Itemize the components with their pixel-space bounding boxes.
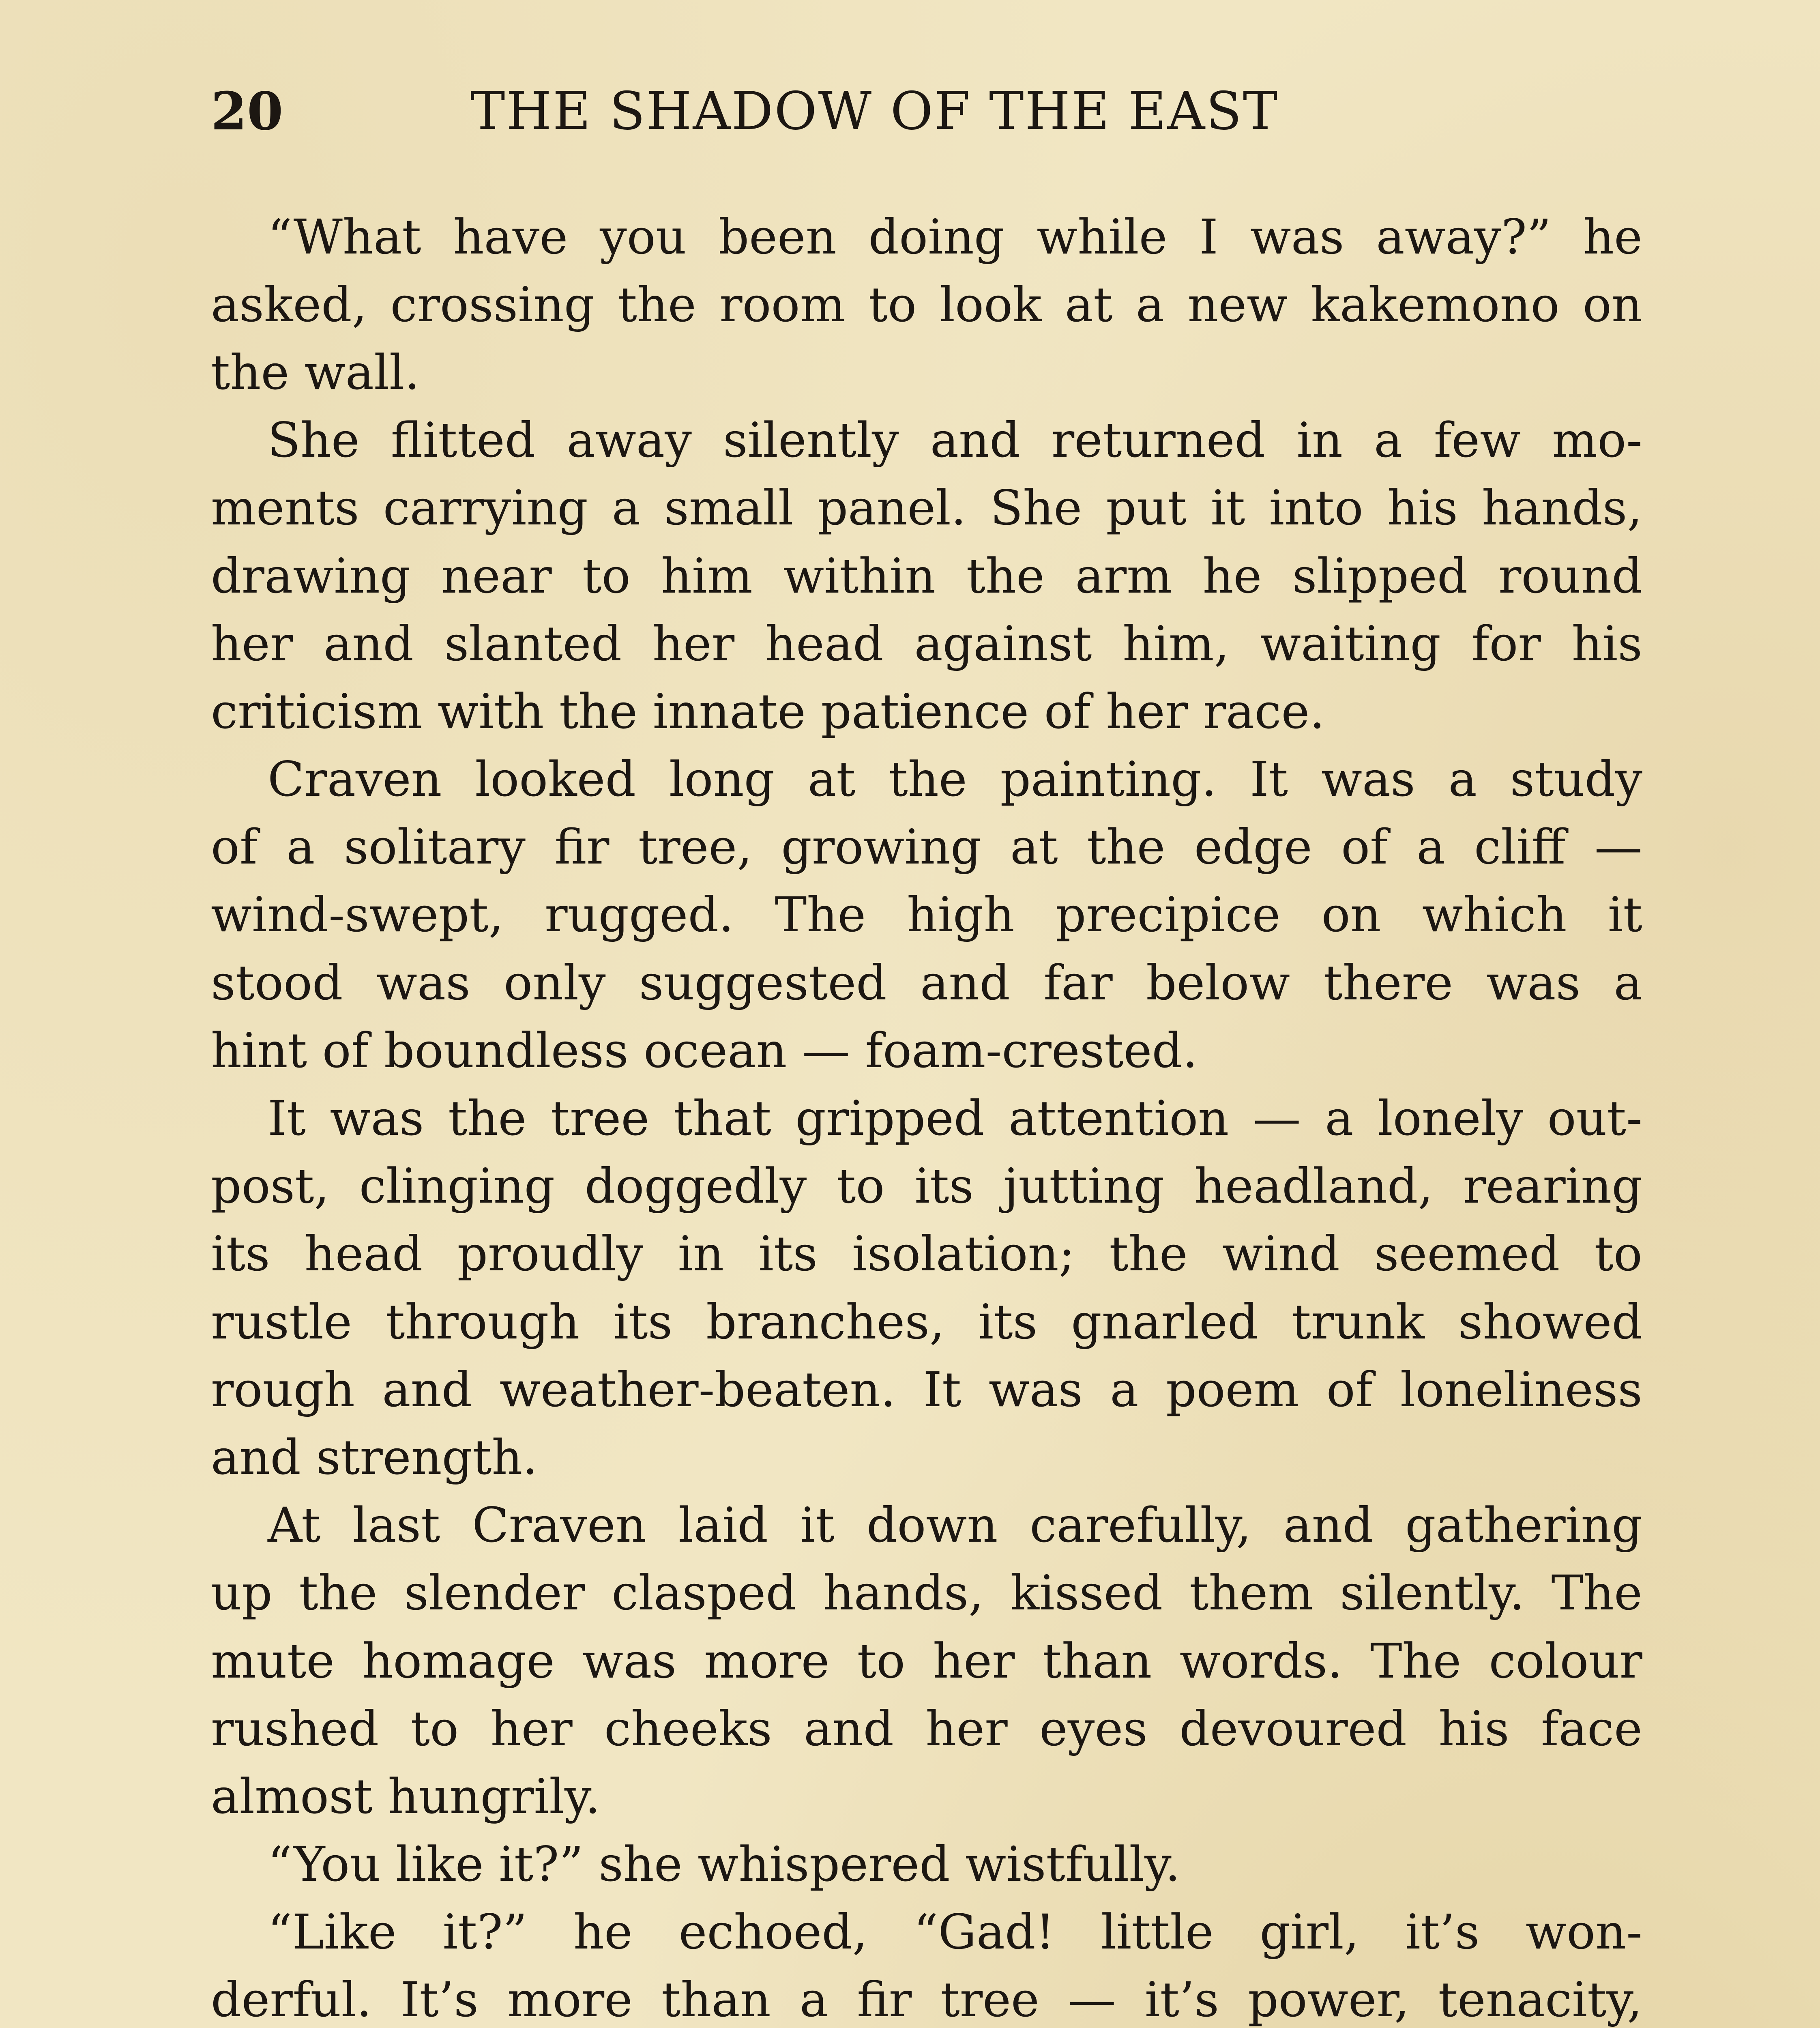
word: gripped bbox=[795, 1090, 985, 1147]
word: and bbox=[1283, 1497, 1374, 1553]
word: to bbox=[837, 1158, 885, 1214]
text-line: and strength. bbox=[211, 1429, 538, 1485]
word: his bbox=[1438, 1700, 1509, 1757]
word: small bbox=[664, 480, 794, 536]
word: and bbox=[382, 1361, 472, 1418]
word: was bbox=[330, 1090, 424, 1147]
word: derful. bbox=[211, 1972, 372, 2028]
word: ments bbox=[211, 480, 359, 536]
word: a bbox=[612, 480, 641, 536]
word: on bbox=[1321, 887, 1381, 943]
word: Craven bbox=[268, 751, 442, 808]
word: wind-swept, bbox=[211, 887, 504, 943]
word: the bbox=[299, 1565, 378, 1621]
word: it bbox=[800, 1497, 835, 1553]
word: clinging bbox=[359, 1158, 555, 1214]
word: its bbox=[914, 1158, 974, 1214]
word: kakemono bbox=[1311, 276, 1560, 333]
word: slanted bbox=[444, 615, 622, 672]
word: hands, bbox=[823, 1565, 984, 1621]
word: out- bbox=[1547, 1090, 1642, 1147]
word: of bbox=[1326, 1361, 1373, 1418]
word: her bbox=[925, 1700, 1008, 1757]
text-line: criticism with the innate patience of her race. bbox=[211, 683, 1325, 739]
word: girl, bbox=[1260, 1904, 1359, 1960]
word: lonely bbox=[1378, 1090, 1524, 1147]
word: It bbox=[923, 1361, 962, 1418]
word: power, bbox=[1248, 1972, 1410, 2028]
word: rugged. bbox=[545, 887, 734, 943]
word: and bbox=[920, 954, 1010, 1011]
book-page bbox=[211, 0, 1642, 2028]
text-line: hint of boundless ocean — foam-crested. bbox=[211, 1022, 1198, 1078]
word: than bbox=[1042, 1633, 1152, 1689]
word: proudly bbox=[457, 1226, 644, 1282]
word: been bbox=[718, 208, 837, 265]
word: “Like bbox=[268, 1904, 397, 1960]
word: suggested bbox=[639, 954, 887, 1011]
word: Craven bbox=[472, 1497, 646, 1553]
word: The bbox=[1551, 1565, 1642, 1621]
word: was bbox=[1250, 208, 1344, 265]
text-line bbox=[211, 406, 1642, 474]
word: of bbox=[1341, 819, 1388, 875]
text-line bbox=[211, 1966, 1642, 2028]
word: a bbox=[799, 1972, 828, 2028]
text-line bbox=[211, 271, 1642, 338]
page-number: 20 bbox=[211, 81, 283, 142]
text-line bbox=[211, 1898, 1642, 1966]
text-line bbox=[211, 474, 1642, 542]
word: was bbox=[988, 1361, 1083, 1418]
word: rough bbox=[211, 1361, 355, 1418]
word: silently bbox=[723, 412, 899, 468]
word: face bbox=[1541, 1700, 1642, 1757]
word: seemed bbox=[1374, 1226, 1560, 1282]
word: colour bbox=[1489, 1633, 1642, 1689]
word: doggedly bbox=[584, 1158, 807, 1214]
word: wind bbox=[1222, 1226, 1340, 1282]
word: it bbox=[1608, 887, 1642, 943]
word: gathering bbox=[1405, 1497, 1642, 1553]
word: solitary bbox=[343, 819, 526, 875]
word: which bbox=[1422, 887, 1567, 943]
word: its bbox=[758, 1226, 818, 1282]
word: the bbox=[1109, 1226, 1188, 1282]
page-header bbox=[211, 73, 1642, 150]
word: carrying bbox=[383, 480, 588, 536]
word: near bbox=[441, 548, 552, 604]
word: headland, bbox=[1194, 1158, 1433, 1214]
word: words. bbox=[1179, 1633, 1343, 1689]
text-line bbox=[211, 1288, 1642, 1356]
word: jutting bbox=[1003, 1158, 1165, 1214]
word: rustle bbox=[211, 1293, 352, 1350]
word: She bbox=[990, 480, 1082, 536]
word: in bbox=[678, 1226, 724, 1282]
word: put bbox=[1106, 480, 1187, 536]
word: for bbox=[1471, 615, 1541, 672]
word: branches, bbox=[706, 1293, 945, 1350]
word: slipped bbox=[1292, 548, 1468, 604]
word: weather-beaten. bbox=[499, 1361, 896, 1418]
word: It bbox=[1250, 751, 1288, 808]
text-line bbox=[211, 542, 1642, 610]
text-line bbox=[211, 881, 1642, 949]
word: into bbox=[1269, 480, 1363, 536]
word: below bbox=[1146, 954, 1290, 1011]
word: eyes bbox=[1039, 1700, 1148, 1757]
word: head bbox=[304, 1226, 423, 1282]
word: new bbox=[1187, 276, 1288, 333]
word: the bbox=[448, 1090, 527, 1147]
word: round bbox=[1498, 548, 1642, 604]
word: he bbox=[1583, 208, 1642, 265]
word: carefully, bbox=[1030, 1497, 1251, 1553]
word: a bbox=[1614, 954, 1642, 1011]
word: against bbox=[914, 615, 1092, 672]
word: him, bbox=[1122, 615, 1230, 672]
word: it?” bbox=[442, 1904, 528, 1960]
word: the bbox=[889, 751, 967, 808]
word: there bbox=[1323, 954, 1453, 1011]
word: was bbox=[1486, 954, 1581, 1011]
word: fir bbox=[857, 1972, 912, 2028]
word: It bbox=[268, 1090, 306, 1147]
word: panel. bbox=[817, 480, 966, 536]
text-line bbox=[211, 813, 1642, 881]
word: to bbox=[582, 548, 631, 604]
word: he bbox=[1202, 548, 1262, 604]
word: It’s bbox=[400, 1972, 479, 2028]
word: — bbox=[1253, 1090, 1301, 1147]
word: at bbox=[1065, 276, 1113, 333]
word: his bbox=[1387, 480, 1458, 536]
word: precipice bbox=[1055, 887, 1281, 943]
body-text bbox=[211, 203, 1642, 2028]
word: up bbox=[211, 1565, 273, 1621]
word: through bbox=[385, 1293, 580, 1350]
word: more bbox=[704, 1633, 830, 1689]
word: few bbox=[1434, 412, 1521, 468]
word: tree, bbox=[638, 819, 752, 875]
word: slender bbox=[404, 1565, 585, 1621]
word: in bbox=[1296, 412, 1343, 468]
word: arm bbox=[1075, 548, 1172, 604]
word: him bbox=[661, 548, 753, 604]
word: I bbox=[1199, 208, 1218, 265]
word: to bbox=[410, 1700, 459, 1757]
text-line bbox=[211, 1559, 1642, 1627]
word: last bbox=[352, 1497, 440, 1553]
word: hands, bbox=[1481, 480, 1642, 536]
text-line: “You like it?” she whispered wistfully. bbox=[268, 1836, 1180, 1893]
word: rushed bbox=[211, 1700, 379, 1757]
text-line bbox=[211, 1695, 1642, 1762]
word: a bbox=[1325, 1090, 1354, 1147]
text-line: the wall. bbox=[211, 344, 420, 400]
word: room bbox=[719, 276, 846, 333]
word: devoured bbox=[1179, 1700, 1407, 1757]
word: a bbox=[1374, 412, 1403, 468]
word: silently. bbox=[1340, 1565, 1525, 1621]
word: he bbox=[573, 1904, 633, 1960]
word: its bbox=[613, 1293, 673, 1350]
word: to bbox=[1594, 1226, 1642, 1282]
word: isolation; bbox=[852, 1226, 1075, 1282]
word: kissed bbox=[1010, 1565, 1163, 1621]
word: her bbox=[211, 615, 293, 672]
word: attention bbox=[1009, 1090, 1229, 1147]
word: looked bbox=[475, 751, 636, 808]
word: it’s bbox=[1144, 1972, 1219, 2028]
word: look bbox=[940, 276, 1042, 333]
word: a bbox=[1110, 1361, 1139, 1418]
text-line bbox=[211, 1084, 1642, 1152]
text-line: almost hungrily. bbox=[211, 1768, 601, 1824]
text-line bbox=[211, 745, 1642, 813]
word: a bbox=[1417, 819, 1445, 875]
text-line bbox=[211, 1220, 1642, 1288]
word: fir bbox=[554, 819, 610, 875]
word: her bbox=[490, 1700, 573, 1757]
word: cheeks bbox=[604, 1700, 772, 1757]
word: her bbox=[933, 1633, 1015, 1689]
word: edge bbox=[1194, 819, 1312, 875]
word: — bbox=[1594, 819, 1642, 875]
word: crossing bbox=[390, 276, 595, 333]
word: the bbox=[618, 276, 696, 333]
text-line bbox=[211, 949, 1642, 1016]
word: while bbox=[1037, 208, 1168, 265]
word: waiting bbox=[1260, 615, 1441, 672]
word: showed bbox=[1458, 1293, 1642, 1350]
word: trunk bbox=[1292, 1293, 1425, 1350]
word: away bbox=[567, 412, 692, 468]
word: at bbox=[1010, 819, 1058, 875]
word: tree bbox=[550, 1090, 650, 1147]
word: of bbox=[211, 819, 258, 875]
word: clasped bbox=[612, 1565, 796, 1621]
word: returned bbox=[1051, 412, 1266, 468]
word: stood bbox=[211, 954, 343, 1011]
word: high bbox=[907, 887, 1015, 943]
word: a bbox=[1135, 276, 1165, 333]
word: poem bbox=[1166, 1361, 1299, 1418]
word: head bbox=[765, 615, 884, 672]
word: The bbox=[775, 887, 866, 943]
text-line bbox=[211, 203, 1642, 271]
word: it’s bbox=[1405, 1904, 1480, 1960]
text-line bbox=[211, 1356, 1642, 1423]
text-line bbox=[211, 1627, 1642, 1695]
word: a bbox=[1448, 751, 1477, 808]
text-line bbox=[211, 1152, 1642, 1220]
word: The bbox=[1370, 1633, 1462, 1689]
word: and bbox=[324, 615, 414, 672]
word: study bbox=[1510, 751, 1642, 808]
word: more bbox=[507, 1972, 633, 2028]
running-head: THE SHADOW OF THE EAST bbox=[470, 81, 1279, 142]
word: its bbox=[211, 1226, 270, 1282]
word: mo- bbox=[1552, 412, 1642, 468]
word: you bbox=[600, 208, 687, 265]
word: down bbox=[866, 1497, 998, 1553]
word: She bbox=[268, 412, 360, 468]
word: little bbox=[1101, 1904, 1214, 1960]
word: to bbox=[857, 1633, 906, 1689]
word: drawing bbox=[211, 548, 411, 604]
word: and bbox=[804, 1700, 894, 1757]
word: it bbox=[1210, 480, 1245, 536]
word: was bbox=[376, 954, 470, 1011]
word: mute bbox=[211, 1633, 335, 1689]
word: echoed, bbox=[678, 1904, 868, 1960]
word: have bbox=[453, 208, 568, 265]
text-line bbox=[211, 610, 1642, 677]
word: than bbox=[661, 1972, 771, 2028]
word: laid bbox=[678, 1497, 768, 1553]
word: and bbox=[930, 412, 1020, 468]
word: “What bbox=[268, 208, 421, 265]
word: a bbox=[286, 819, 315, 875]
word: on bbox=[1582, 276, 1642, 333]
word: long bbox=[669, 751, 775, 808]
word: won- bbox=[1526, 1904, 1642, 1960]
word: flitted bbox=[391, 412, 536, 468]
word: its bbox=[978, 1293, 1038, 1350]
word: At bbox=[268, 1497, 321, 1553]
word: that bbox=[673, 1090, 771, 1147]
word: doing bbox=[868, 208, 1005, 265]
word: growing bbox=[781, 819, 981, 875]
word: his bbox=[1571, 615, 1642, 672]
word: homage bbox=[362, 1633, 555, 1689]
word: at bbox=[807, 751, 856, 808]
word: them bbox=[1189, 1565, 1313, 1621]
word: was bbox=[1321, 751, 1415, 808]
word: gnarled bbox=[1071, 1293, 1258, 1350]
word: the bbox=[966, 548, 1045, 604]
word: — bbox=[1068, 1972, 1116, 2028]
word: was bbox=[582, 1633, 677, 1689]
word: “Gad! bbox=[914, 1904, 1055, 1960]
word: tenacity, bbox=[1438, 1972, 1642, 2028]
word: post, bbox=[211, 1158, 330, 1214]
word: loneliness bbox=[1400, 1361, 1642, 1418]
word: tree bbox=[940, 1972, 1039, 2028]
word: asked, bbox=[211, 276, 367, 333]
word: cliff bbox=[1474, 819, 1566, 875]
word: only bbox=[504, 954, 606, 1011]
word: rearing bbox=[1463, 1158, 1642, 1214]
word: the bbox=[1087, 819, 1165, 875]
word: away?” bbox=[1376, 208, 1552, 265]
word: to bbox=[868, 276, 917, 333]
word: far bbox=[1043, 954, 1113, 1011]
text-line bbox=[211, 1491, 1642, 1559]
word: within bbox=[783, 548, 936, 604]
word: painting. bbox=[1000, 751, 1217, 808]
word: her bbox=[652, 615, 735, 672]
